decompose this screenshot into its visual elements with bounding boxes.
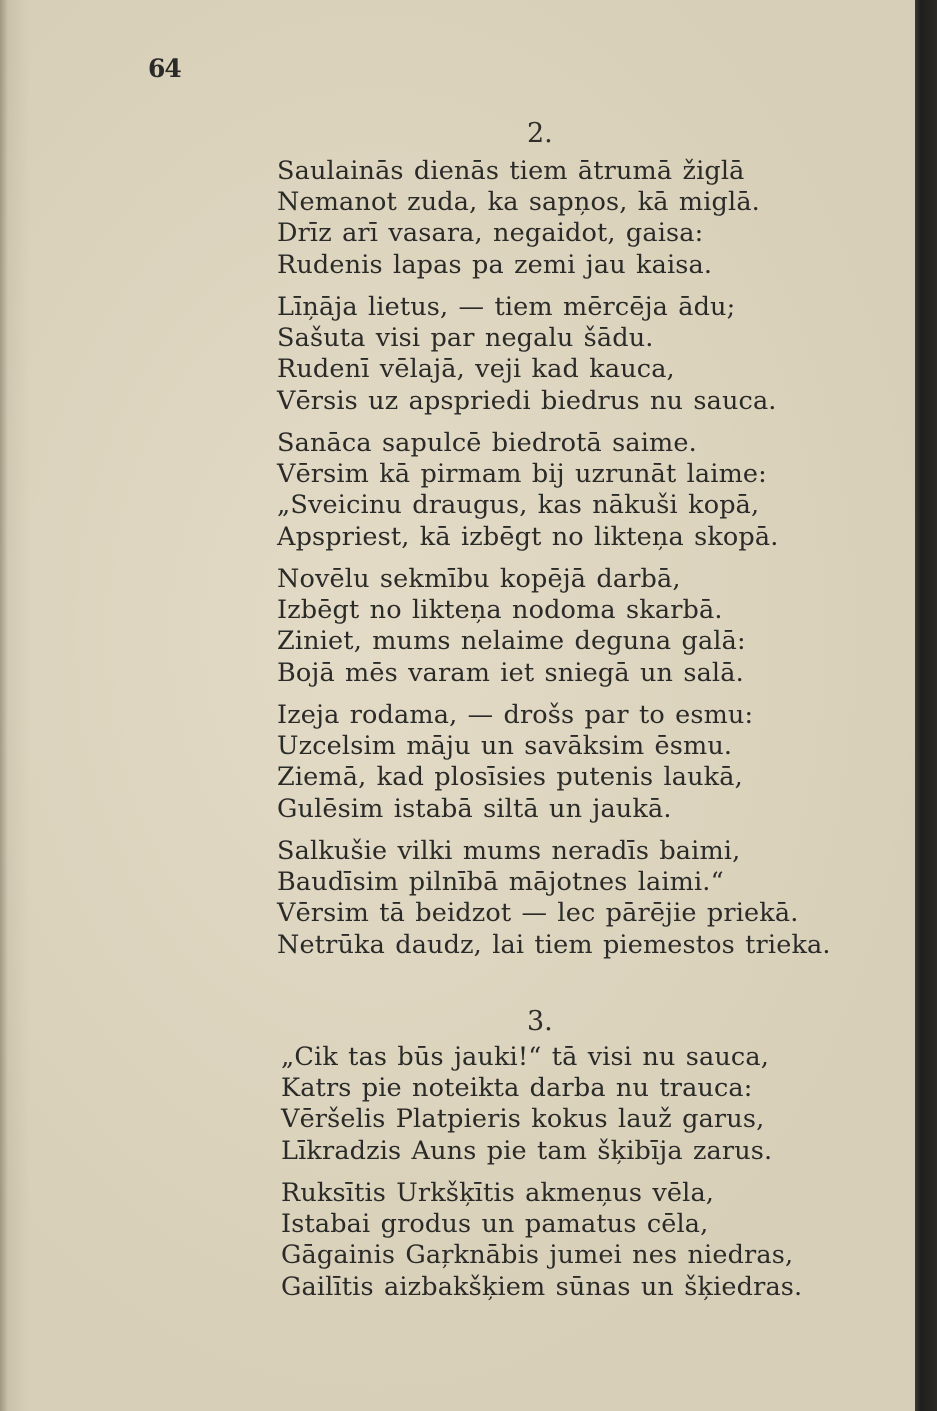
stanza [277, 564, 746, 689]
verse-line: Netrūka daudz, lai tiem piemestos trieka. [277, 929, 831, 960]
verse-line: Sašuta visi par negalu šādu. [277, 323, 654, 354]
stanza [281, 1178, 802, 1303]
verse-line: Vērsis uz apspriedi biedrus nu sauca. [277, 385, 777, 416]
verse-line: Līkradzis Auns pie tam šķibīja zarus. [281, 1135, 773, 1166]
verse-line: Gāgainis Gaŗknābis jumei nes niedras, [281, 1240, 794, 1271]
verse-line: Novēlu sekmību kopējā darbā, [277, 564, 681, 594]
verse-line: Drīz arī vasara, negaidot, gaisa: [277, 218, 704, 249]
book-spine-edge [915, 0, 937, 1411]
verse-line: Istabai grodus un pamatus cēla, [281, 1209, 709, 1240]
verse-line: Ruksītis Urkšķītis akmeņus vēla, [281, 1178, 715, 1208]
verse-line: Ziniet, mums nelaime deguna galā: [277, 626, 746, 657]
verse-line: „Sveicinu draugus, kas nākuši kopā, [277, 490, 760, 521]
verse-line: Saulainās dienās tiem ātrumā žiglā [277, 156, 745, 186]
section-number: 2. [527, 118, 553, 149]
verse-line: Apspriest, kā izbēgt no likteņa skopā. [277, 521, 779, 552]
verse-line: Gulēsim istabā siltā un jaukā. [277, 793, 672, 824]
verse-line: Sanāca sapulcē biedrotā saime. [277, 428, 697, 458]
stanza [281, 1042, 772, 1167]
verse-line: Līņāja lietus, — tiem mērcēja ādu; [277, 292, 736, 322]
section-number: 3. [527, 1006, 553, 1037]
verse-line: Katrs pie noteikta darba nu trauca: [281, 1073, 753, 1104]
verse-line: Bojā mēs varam iet sniegā un salā. [277, 657, 744, 688]
verse-line: Vēršelis Platpieris kokus lauž garus, [281, 1104, 765, 1135]
verse-line: Baudīsim pilnībā mājotnes laimi.“ [277, 867, 724, 898]
verse-line: Vērsim tā beidzot — lec pārējie priekā. [277, 898, 799, 929]
verse-line: Ziemā, kad plosīsies putenis laukā, [277, 762, 743, 793]
page-left-shadow [0, 0, 8, 1411]
verse-line: Gailītis aizbakšķiem sūnas un šķiedras. [281, 1271, 803, 1302]
page-number: 64 [148, 54, 181, 83]
stanza [277, 156, 760, 281]
verse-line: Izeja rodama, — drošs par to esmu: [277, 700, 754, 730]
stanza [277, 428, 779, 553]
verse-line: Rudenis lapas pa zemi jau kaisa. [277, 249, 713, 280]
stanza [277, 292, 777, 417]
stanza [277, 700, 753, 825]
verse-line: Salkušie vilki mums neradīs baimi, [277, 836, 741, 866]
verse-line: Uzcelsim māju un savāksim ēsmu. [277, 731, 733, 762]
verse-line: Izbēgt no likteņa nodoma skarbā. [277, 595, 723, 626]
verse-line: Vērsim kā pirmam bij uzrunāt laime: [277, 459, 767, 490]
verse-line: Nemanot zuda, ka sapņos, kā miglā. [277, 187, 760, 218]
stanza [277, 836, 831, 961]
verse-line: Rudenī vēlajā, veji kad kauca, [277, 354, 675, 385]
verse-line: „Cik tas būs jauki!“ tā visi nu sauca, [281, 1042, 769, 1072]
